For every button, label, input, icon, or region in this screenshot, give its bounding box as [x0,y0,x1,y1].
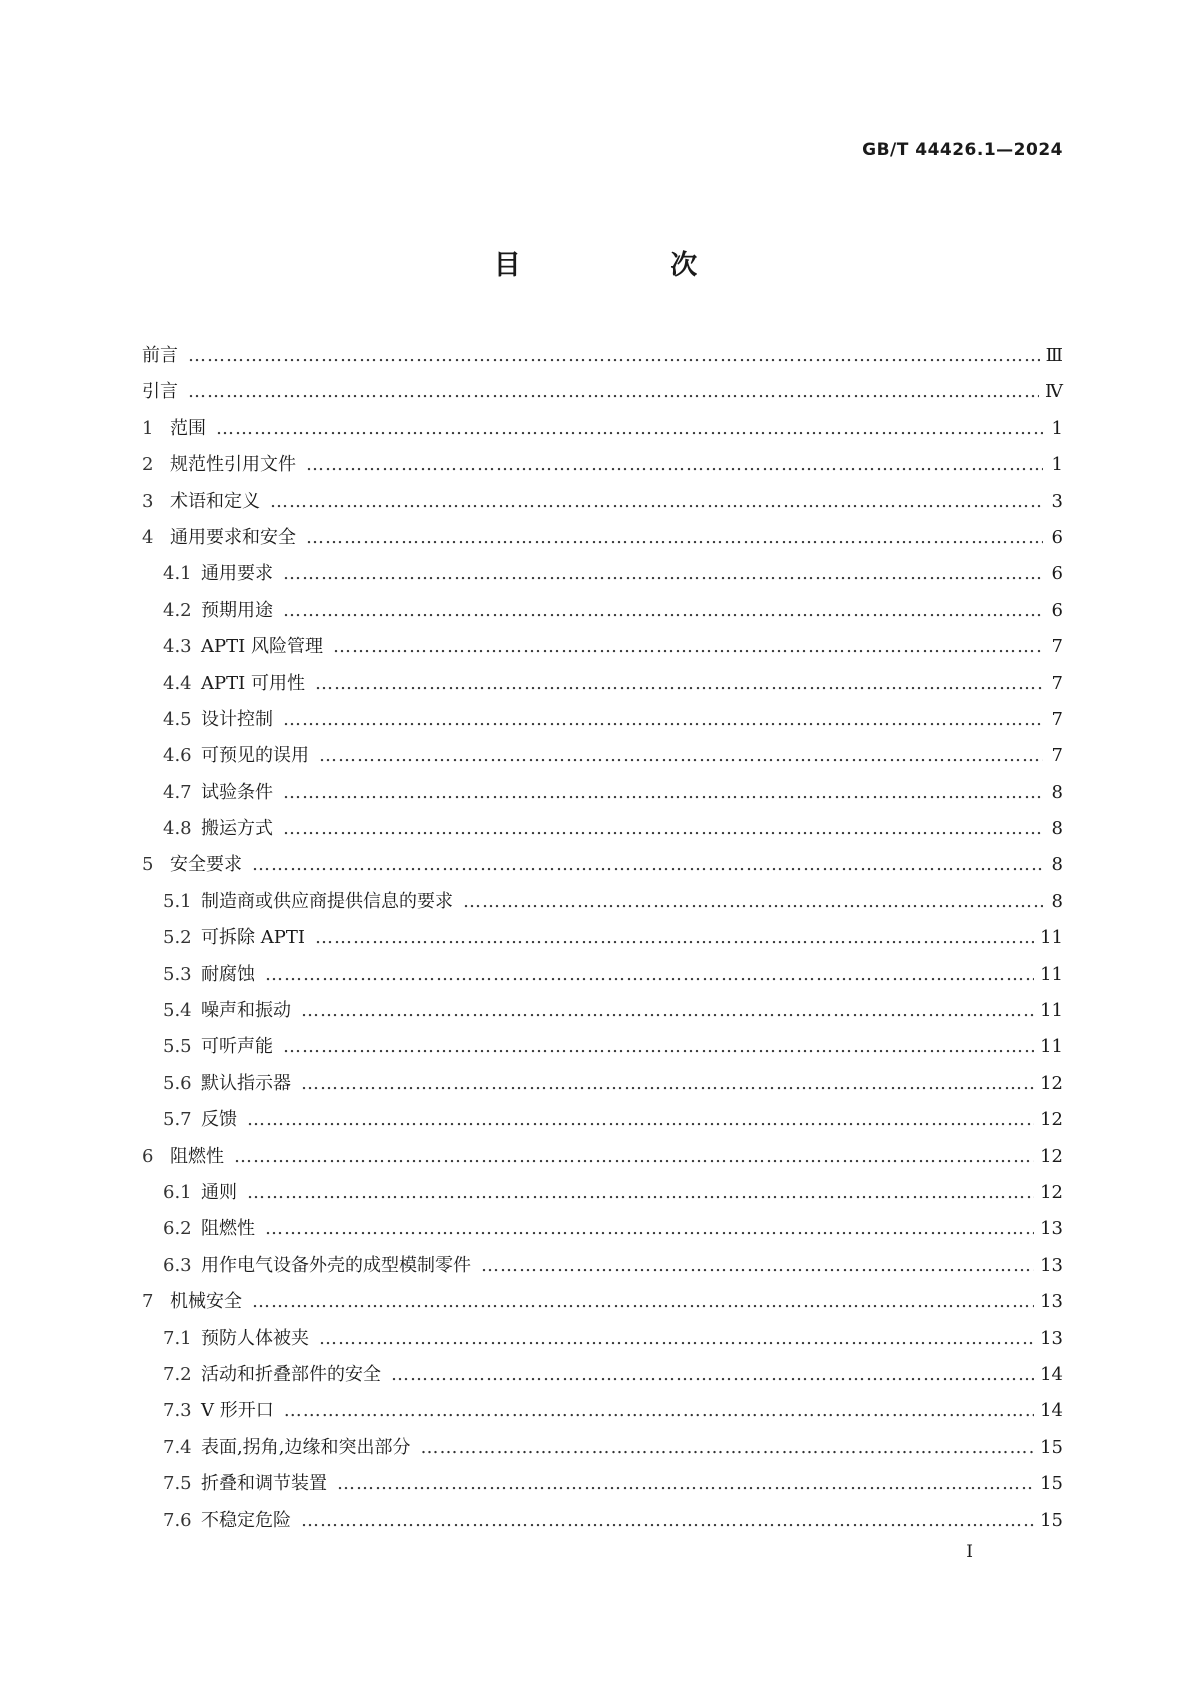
toc-dot-leader [243,1175,1034,1211]
toc-dot-leader [416,1430,1034,1466]
toc-entry-page: 6 [1051,599,1063,621]
toc-entry-title: 耐腐蚀 [201,963,255,985]
toc-entry-title: APTI 可用性 [201,672,305,694]
toc-entry-number: 4.7 [163,781,192,803]
toc-entry-page: 7 [1051,708,1063,730]
toc-dot-leader [279,1029,1034,1065]
toc-entry-page: 8 [1051,890,1063,912]
toc-entry-number: 7.3 [163,1400,192,1422]
toc-entry-page: 12 [1040,1145,1063,1167]
toc-dot-leader [279,811,1043,847]
toc-dot-leader [261,1211,1034,1247]
toc-entry-title: 规范性引用文件 [170,454,296,476]
toc-entry-page: Ⅳ [1045,381,1063,403]
toc-entry-number: 4.5 [163,708,192,730]
toc-entry-page: 11 [1040,963,1063,985]
toc-entry-page: 3 [1051,490,1063,512]
toc-entry-number: 4.6 [163,745,192,767]
toc-entry-title: 搬运方式 [201,818,273,840]
toc-entry-number: 5.7 [163,1109,192,1131]
toc-entry-title: 反馈 [201,1109,237,1131]
toc-dot-leader [261,957,1034,993]
toc-entry[interactable] [142,775,1063,811]
toc-entry-number: 5.1 [163,890,192,912]
toc-entry[interactable] [142,1248,1063,1284]
toc-entry[interactable] [142,702,1063,738]
toc-entry-title: 阻燃性 [201,1218,255,1240]
toc-entry-page: 12 [1040,1109,1063,1131]
table-of-contents [142,338,1063,1539]
toc-entry[interactable] [142,1175,1063,1211]
toc-entry-page: 6 [1051,526,1063,548]
toc-entry-title: 噪声和振动 [201,1000,291,1022]
toc-dot-leader [248,1284,1034,1320]
toc-entry[interactable] [142,666,1063,702]
toc-dot-leader [212,411,1043,447]
toc-entry[interactable] [142,484,1063,520]
toc-entry-page: 13 [1040,1291,1063,1313]
toc-dot-leader [333,1466,1034,1502]
toc-dot-leader [184,374,1039,410]
toc-entry-number: 7 [142,1291,154,1313]
toc-dot-leader [302,447,1043,483]
toc-entry-page: 15 [1040,1509,1063,1531]
toc-entry[interactable] [142,520,1063,556]
toc-entry-number: 7.2 [163,1363,192,1385]
toc-entry-page: 6 [1051,563,1063,585]
toc-entry-number: 1 [142,417,154,439]
toc-dot-leader [297,1503,1034,1539]
toc-entry[interactable] [142,1321,1063,1357]
toc-dot-leader [243,1102,1034,1138]
toc-entry-title: 默认指示器 [201,1072,291,1094]
toc-entry-number: 7.1 [163,1327,192,1349]
toc-entry-number: 4.3 [163,636,192,658]
toc-entry-number: 4.4 [163,672,192,694]
toc-entry-title: 通用要求和安全 [170,526,296,548]
toc-entry-page: 11 [1040,927,1063,949]
toc-entry[interactable] [142,556,1063,592]
toc-entry[interactable] [142,593,1063,629]
toc-dot-leader [279,593,1043,629]
toc-entry-title: 制造商或供应商提供信息的要求 [201,890,453,912]
toc-dot-leader [279,702,1043,738]
toc-entry[interactable] [142,920,1063,956]
toc-entry[interactable] [142,1466,1063,1502]
toc-entry[interactable] [142,1029,1063,1065]
toc-dot-leader [297,993,1034,1029]
toc-dot-leader [266,484,1043,520]
toc-dot-leader [315,1321,1034,1357]
toc-entry-page: 15 [1040,1473,1063,1495]
toc-entry-page: 11 [1040,1036,1063,1058]
toc-entry-page: 8 [1051,781,1063,803]
toc-entry-number: 7.4 [163,1436,192,1458]
toc-entry-number: 5.5 [163,1036,192,1058]
toc-entry-page: 8 [1051,818,1063,840]
toc-entry-title: 预期用途 [201,599,273,621]
toc-dot-leader [311,666,1043,702]
toc-entry-number: 6.1 [163,1181,192,1203]
toc-dot-leader [311,920,1034,956]
toc-entry-title: 不稳定危险 [201,1509,291,1531]
toc-entry-page: 7 [1051,672,1063,694]
toc-entry-number: 2 [142,454,154,476]
toc-entry-number: 5.6 [163,1072,192,1094]
toc-entry-number: 4.2 [163,599,192,621]
toc-entry-page: 13 [1040,1327,1063,1349]
toc-entry-title: 表面,拐角,边缘和突出部分 [201,1436,411,1458]
toc-entry[interactable] [142,629,1063,665]
toc-dot-leader [184,338,1040,374]
toc-entry-number: 4.1 [163,563,192,585]
toc-entry-page: 8 [1051,854,1063,876]
toc-entry-title: 预防人体被夹 [201,1327,309,1349]
toc-entry[interactable] [142,957,1063,993]
toc-entry-page: 12 [1040,1181,1063,1203]
toc-entry[interactable] [142,1066,1063,1102]
toc-entry[interactable] [142,411,1063,447]
toc-entry-number: 7.5 [163,1473,192,1495]
toc-entry-number: 6.2 [163,1218,192,1240]
toc-dot-leader [302,520,1043,556]
toc-entry-title: 通用要求 [201,563,273,585]
toc-entry-page: 15 [1040,1436,1063,1458]
toc-entry-number: 6 [142,1145,154,1167]
toc-entry-title: 前言 [142,345,178,366]
toc-entry[interactable] [142,1284,1063,1320]
toc-dot-leader [297,1066,1034,1102]
toc-entry-title: 试验条件 [201,781,273,803]
toc-dot-leader [329,629,1043,665]
toc-entry[interactable] [142,1102,1063,1138]
toc-entry[interactable] [142,1430,1063,1466]
toc-dot-leader [459,884,1043,920]
toc-entry[interactable] [142,447,1063,483]
toc-entry-number: 5 [142,854,154,876]
toc-entry-title: V 形开口 [201,1400,274,1422]
toc-entry-number: 5.3 [163,963,192,985]
toc-entry-page: 14 [1040,1363,1063,1385]
toc-entry-title: APTI 风险管理 [201,636,323,658]
toc-entry-page: 13 [1040,1254,1063,1276]
toc-dot-leader [280,1393,1034,1429]
toc-entry[interactable] [142,1503,1063,1539]
toc-entry-page: 1 [1051,454,1063,476]
toc-entry-title: 范围 [170,417,206,439]
toc-dot-leader [279,556,1043,592]
toc-entry-number: 4.8 [163,818,192,840]
toc-entry-title: 用作电气设备外壳的成型模制零件 [201,1254,471,1276]
toc-entry[interactable] [142,993,1063,1029]
toc-entry-number: 7.6 [163,1509,192,1531]
toc-entry-title: 机械安全 [170,1291,242,1313]
toc-entry-number: 4 [142,526,154,548]
toc-entry-page: 7 [1051,745,1063,767]
toc-dot-leader [477,1248,1034,1284]
toc-entry[interactable] [142,1357,1063,1393]
toc-entry[interactable] [142,338,1063,374]
toc-entry-title: 设计控制 [201,708,273,730]
toc-entry-title: 安全要求 [170,854,242,876]
page-number: Ⅰ [966,1542,973,1562]
toc-entry[interactable] [142,1211,1063,1247]
toc-entry-page: 1 [1051,417,1063,439]
toc-entry[interactable] [142,738,1063,774]
toc-entry-page: 12 [1040,1072,1063,1094]
toc-entry-title: 折叠和调节装置 [201,1473,327,1495]
toc-entry-page: Ⅲ [1045,345,1063,366]
toc-entry-title: 可预见的误用 [201,745,309,767]
toc-dot-leader [279,775,1043,811]
toc-entry[interactable] [142,374,1063,410]
toc-entry[interactable] [142,811,1063,847]
toc-entry-title: 可听声能 [201,1036,273,1058]
toc-entry-page: 7 [1051,636,1063,658]
toc-dot-leader [248,847,1043,883]
toc-entry[interactable] [142,1139,1063,1175]
toc-entry[interactable] [142,1393,1063,1429]
toc-entry-number: 3 [142,490,154,512]
toc-entry[interactable] [142,884,1063,920]
toc-dot-leader [230,1139,1034,1175]
toc-entry-title: 术语和定义 [170,490,260,512]
toc-entry[interactable] [142,847,1063,883]
toc-entry-title: 可拆除 APTI [201,927,305,949]
toc-dot-leader [387,1357,1034,1393]
toc-entry-page: 11 [1040,1000,1063,1022]
toc-title: 目 次 [493,250,768,281]
standard-code: GB/T 44426.1—2024 [862,140,1063,160]
toc-dot-leader [315,738,1043,774]
toc-entry-title: 引言 [142,381,178,403]
toc-entry-number: 6.3 [163,1254,192,1276]
toc-entry-page: 14 [1040,1400,1063,1422]
toc-entry-title: 阻燃性 [170,1145,224,1167]
toc-entry-title: 活动和折叠部件的安全 [201,1363,381,1385]
toc-entry-page: 13 [1040,1218,1063,1240]
toc-entry-number: 5.4 [163,1000,192,1022]
toc-entry-title: 通则 [201,1181,237,1203]
toc-entry-number: 5.2 [163,927,192,949]
